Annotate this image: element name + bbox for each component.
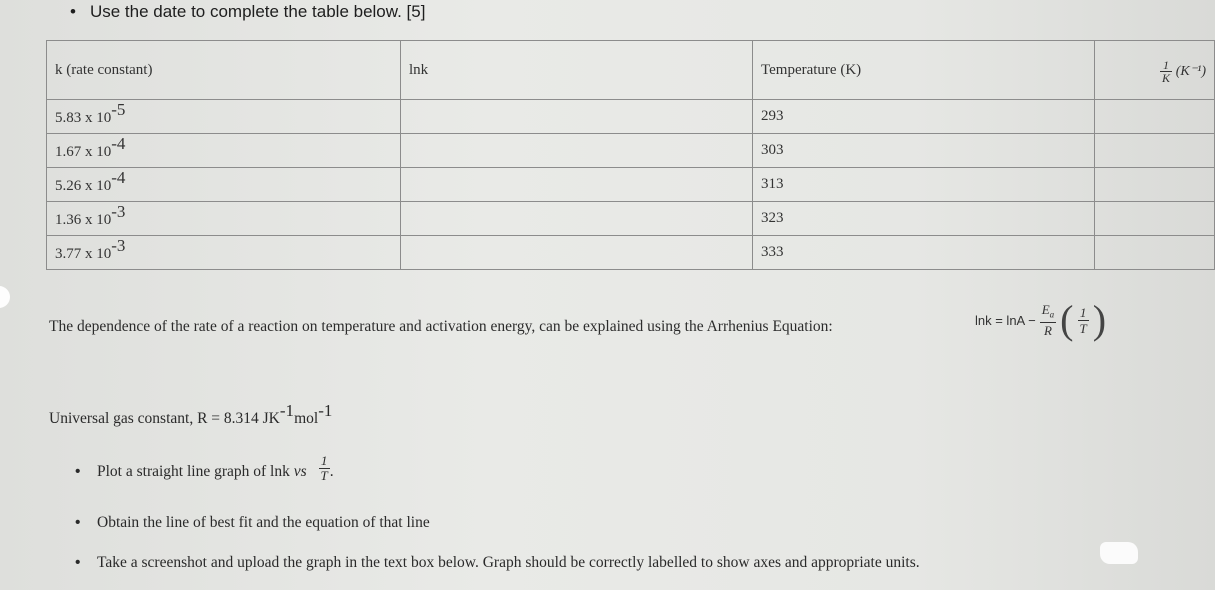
table-row (47, 202, 1215, 236)
cell-k: 5.83 x 10-5 (47, 100, 401, 134)
cell-inverse[interactable] (1095, 236, 1215, 270)
bullet-icon: • (75, 514, 81, 531)
table-row (47, 236, 1215, 270)
open-paren: ( (1060, 297, 1074, 342)
instruction-label: Use the date to complete the table below. [5] (89, 2, 426, 21)
list-item: • Take a screenshot and upload the graph in the text box below. Graph should be correctly labelled to show axes and appropriate units. (75, 554, 920, 571)
plot-fraction: $\frac{1}{T}$ (320, 453, 328, 483)
one-over-t: $\frac{1}{T}$ (1079, 304, 1087, 336)
cell-lnk[interactable] (401, 202, 753, 236)
cell-inverse[interactable] (1095, 100, 1215, 134)
list-item: • Obtain the line of best fit and the equation of that line (75, 514, 430, 531)
header-k: k (rate constant) (47, 41, 401, 100)
table-header-row (47, 41, 1215, 100)
cell-temperature: 313 (753, 168, 1095, 202)
gas-constant-text: Universal gas constant, R = 8.314 JK-1mol-1 (49, 401, 333, 427)
instruction-text (70, 2, 425, 22)
cell-inverse[interactable] (1095, 168, 1215, 202)
bullet-icon: • (70, 2, 76, 21)
cell-lnk[interactable] (401, 168, 753, 202)
cell-inverse[interactable] (1095, 202, 1215, 236)
table-row (47, 168, 1215, 202)
data-table (46, 40, 1215, 270)
inverse-fraction (1160, 59, 1172, 84)
list-item: • Plot a straight line graph of lnk vs $\frac{1}{T}$ . (75, 453, 334, 483)
close-paren: ) (1092, 297, 1107, 342)
cell-k: 1.36 x 10-3 (47, 202, 401, 236)
inverse-unit: (K⁻¹) (1175, 63, 1206, 79)
bullet-icon: • (75, 554, 81, 571)
cell-inverse[interactable] (1095, 134, 1215, 168)
header-inverse-temperature (1095, 41, 1215, 100)
arrhenius-description: The dependence of the rate of a reaction on temperature and activation energy, can be explained using the Arrhenius Equation: (49, 318, 833, 335)
table-row (47, 100, 1215, 134)
table-row (47, 134, 1215, 168)
cell-temperature: 333 (753, 236, 1095, 270)
cell-k: 5.26 x 10-4 (47, 168, 401, 202)
inverse-num: 1 (1160, 59, 1172, 72)
header-temperature: Temperature (K) (753, 41, 1095, 100)
cell-lnk[interactable] (401, 236, 753, 270)
edge-circle (0, 286, 10, 308)
ea-over-r: $\frac{E_a}{R}$ (1041, 301, 1055, 339)
cell-lnk[interactable] (401, 100, 753, 134)
equation-lhs: lnk = lnA − (975, 312, 1036, 328)
inverse-den: K (1161, 70, 1170, 85)
cell-k: 3.77 x 10-3 (47, 236, 401, 270)
cell-lnk[interactable] (401, 134, 753, 168)
header-lnk: lnk (401, 41, 753, 100)
bullet-icon: • (75, 463, 81, 481)
cell-temperature: 303 (753, 134, 1095, 168)
cell-k: 1.67 x 10-4 (47, 134, 401, 168)
cell-temperature: 293 (753, 100, 1095, 134)
arrhenius-equation (975, 297, 1107, 342)
cell-temperature: 323 (753, 202, 1095, 236)
white-blob (1100, 542, 1138, 564)
